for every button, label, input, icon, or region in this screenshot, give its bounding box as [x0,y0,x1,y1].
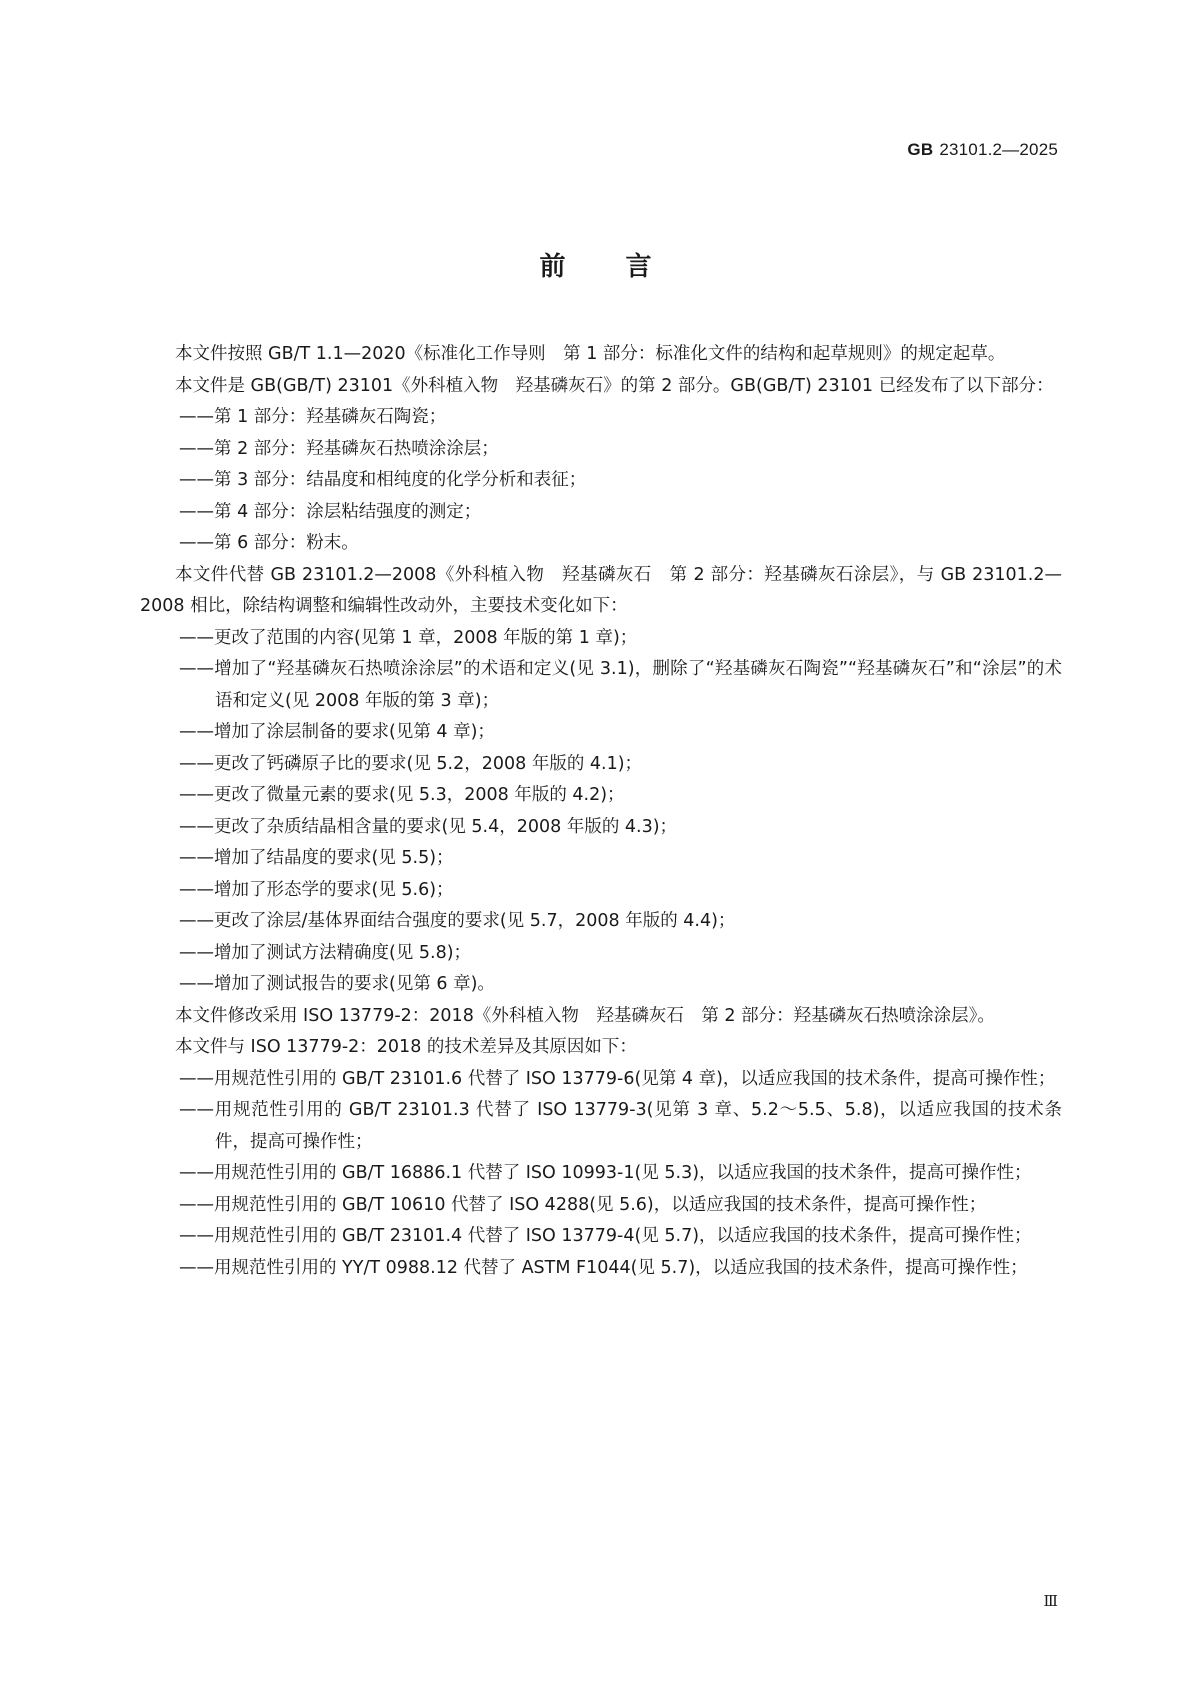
list-item-change: ——更改了钙磷原子比的要求(见 5.2，2008 年版的 4.1)； [179,753,643,774]
paragraph-replacement: 本文件代替 GB 23101.2—2008《外科植入物 羟基磷灰石 第 2 部分：羟基磷灰石涂层》，与 GB 23101.2—2008 相比，除结构调整和编辑性改动外，主要技术变化如下： [140,564,1062,616]
page-number: Ⅲ [1043,1592,1058,1610]
list-item-change: ——更改了杂质结晶相含量的要求(见 5.4，2008 年版的 4.3)； [179,816,678,837]
list-item-change: ——增加了结晶度的要求(见 5.5)； [179,848,454,868]
list-item-change: ——更改了范围的内容(见第 1 章，2008 年版的第 1 章)； [179,627,638,648]
list-item-change: ——增加了测试方法精确度(见 5.8)； [179,942,472,963]
list-item-change: ——增加了形态学的要求(见 5.6)； [179,879,454,900]
list-item-difference: ——用规范性引用的 GB/T 10610 代替了 ISO 4288(见 5.6)，以适应我国的技术条件，提高可操作性； [179,1194,987,1215]
list-item-difference: ——用规范性引用的 YY/T 0988.12 代替了 ASTM F1044(见 5.7)，以适应我国的技术条件，提高可操作性； [179,1257,1028,1278]
standard-code [907,140,1058,160]
foreword-body [140,339,1062,1284]
list-item-part: ——第 2 部分：羟基磷灰石热喷涂涂层； [179,438,499,459]
paragraph-differences: 本文件与 ISO 13779-2：2018 的技术差异及其原因如下： [175,1037,637,1057]
page-title: 前言 [539,252,712,282]
list-item-change: ——更改了微量元素的要求(见 5.3，2008 年版的 4.2)； [179,785,625,805]
paragraph-adoption: 本文件修改采用 ISO 13779-2：2018《外科植入物 羟基磷灰石 第 2 部分：羟基磷灰石热喷涂涂层》。 [175,1005,995,1026]
list-item-part: ——第 3 部分：结晶度和相纯度的化学分析和表征； [179,470,587,490]
list-item-difference: ——用规范性引用的 GB/T 23101.4 代替了 ISO 13779-4(见 5.7)，以适应我国的技术条件，提高可操作性； [179,1226,1032,1246]
standard-prefix: GB [907,140,934,159]
list-item-difference: ——用规范性引用的 GB/T 23101.3 代替了 ISO 13779-3(见第 3 章、5.2～5.5、5.8)，以适应我国的技术条件，提高可操作性； [179,1100,1062,1152]
list-item-change: ——增加了涂层制备的要求(见第 4 章)； [179,722,495,742]
list-item-change: ——增加了测试报告的要求(见第 6 章)。 [179,974,495,994]
standard-number: 23101.2—2025 [939,140,1058,159]
list-item-part: ——第 6 部分：粉末。 [179,533,359,553]
list-item-change: ——增加了“羟基磷灰石热喷涂涂层”的术语和定义(见 3.1)，删除了“羟基磷灰石陶瓷”“羟基磷灰石”和“涂层”的术语和定义(见 2008 年版的第 3 章)； [179,659,1062,711]
list-item-change: ——更改了涂层/基体界面结合强度的要求(见 5.7，2008 年版的 4.4)； [179,911,736,931]
paragraph-series-info: 本文件是 GB(GB/T) 23101《外科植入物 羟基磷灰石》的第 2 部分。GB(GB/T) 23101 已经发布了以下部分： [175,375,1054,396]
list-item-difference: ——用规范性引用的 GB/T 16886.1 代替了 ISO 10993-1(见 5.3)，以适应我国的技术条件，提高可操作性； [179,1163,1032,1183]
paragraph-drafting-rules: 本文件按照 GB/T 1.1—2020《标准化工作导则 第 1 部分：标准化文件的结构和起草规则》的规定起草。 [175,344,1006,364]
list-item-difference: ——用规范性引用的 GB/T 23101.6 代替了 ISO 13779-6(见第 4 章)，以适应我国的技术条件，提高可操作性； [179,1068,1056,1089]
list-item-part: ——第 4 部分：涂层粘结强度的测定； [179,501,482,522]
list-item-part: ——第 1 部分：羟基磷灰石陶瓷； [179,407,447,427]
